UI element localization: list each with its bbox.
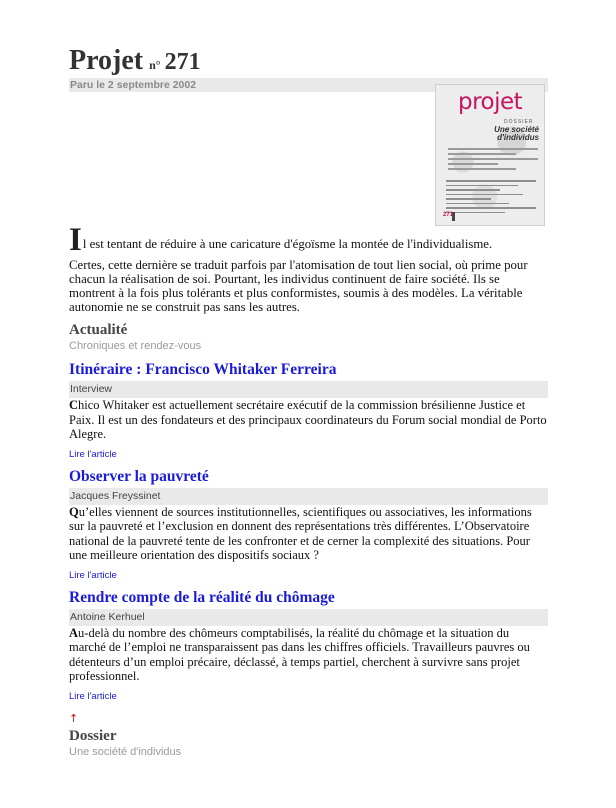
section-title-dossier: Dossier bbox=[69, 727, 117, 744]
issue-page bbox=[69, 42, 549, 758]
article-author: Interview bbox=[69, 381, 548, 398]
read-article-link[interactable]: Lire l'article bbox=[69, 448, 117, 460]
back-to-top-arrow-icon[interactable]: ↑ bbox=[69, 711, 79, 725]
section-subtitle-dossier: Une société d'individus bbox=[69, 745, 182, 758]
read-article-link[interactable]: Lire l'article bbox=[69, 690, 117, 702]
intro-paragraph-2: Certes, cette dernière se traduit parfois par l'atomisation de tout lien social, où prime pour chacun la réalisation de soi. Pourtant, les individus continuent de faire société. Ils se montrent à la fois plus tolérants et plus conformistes, soumis à des modèles. La véritable autonomie ne se construit pas sans les autres. bbox=[69, 258, 528, 314]
section-subtitle-actualite: Chroniques et rendez-vous bbox=[69, 340, 202, 352]
cover-contents-text bbox=[446, 180, 536, 216]
article-author: Jacques Freyssinet bbox=[69, 488, 548, 505]
article-title-link[interactable]: Itinéraire : Francisco Whitaker Ferreira bbox=[69, 361, 337, 378]
article-summary-lead: Q bbox=[69, 504, 79, 519]
article-summary bbox=[69, 398, 549, 442]
article-title-link[interactable]: Observer la pauvreté bbox=[69, 467, 209, 485]
intro-dropcap: I bbox=[69, 222, 82, 258]
article-summary-text: u-delà du nombre des chômeurs comptabilisés, la réalité du chômage et la situation du marché de l’emploi ne transparaissent pas dans les chiffres officiels. Travailleurs pauvres ou détenteurs d’un emploi précaire, déclassé, à temps partiel, cherchent à survivre sans projet professionnel. bbox=[69, 625, 530, 683]
intro-paragraph-1 bbox=[69, 222, 549, 258]
article-title-link[interactable]: Rendre compte de la réalité du chômage bbox=[69, 588, 335, 606]
cover-dossier-label: DOSSIER bbox=[504, 119, 534, 125]
article-summary-lead: C bbox=[69, 398, 79, 412]
cover-image bbox=[435, 84, 545, 226]
article-item bbox=[69, 360, 549, 461]
read-article-link[interactable]: Lire l'article bbox=[69, 569, 117, 581]
issue-title bbox=[69, 42, 549, 75]
section-dossier bbox=[69, 727, 549, 759]
article-summary-text: hico Whitaker est actuellement secrétaire exécutif de la commission brésilienne Justice et Paix. Il est un des fondateurs et des principaux coordinateurs du Forum social mondial de Porto Alegre. bbox=[69, 398, 547, 441]
article-author: Antoine Kerhuel bbox=[69, 609, 548, 626]
intro-paragraph-1-text: l est tentant de réduire à une caricature d'égoïsme la montée de l'individualisme. bbox=[82, 237, 493, 251]
issue-title-name: Projet bbox=[69, 45, 144, 76]
cover-number: 271 bbox=[443, 212, 454, 218]
article-summary-text: u’elles viennent de sources institutionnelles, scientifiques ou associatives, les informations sur la pauvreté et l’exclusion en donnent des représentations très différentes. L’Observatoire national de la pauvreté tente de les confronter et de cerner la complexité des situations. Pour une meilleure orientation des dispositifs sociaux ? bbox=[69, 504, 532, 562]
article-item bbox=[69, 588, 549, 703]
issue-number: 271 bbox=[164, 49, 201, 75]
cover-contributors-text bbox=[448, 148, 538, 173]
issue-number-prefix: n° bbox=[149, 58, 161, 72]
article-summary-lead: A bbox=[69, 625, 79, 640]
publication-date: Paru le 2 septembre 2002 bbox=[69, 78, 548, 92]
section-actualite bbox=[69, 321, 549, 353]
issue-introduction bbox=[69, 222, 549, 766]
article-summary bbox=[69, 505, 549, 563]
section-title-actualite: Actualité bbox=[69, 322, 128, 338]
cover-logo: projet bbox=[458, 89, 523, 115]
cover-subtitle: Une société d'individus bbox=[494, 125, 539, 142]
article-summary bbox=[69, 626, 549, 684]
article-item bbox=[69, 467, 549, 582]
